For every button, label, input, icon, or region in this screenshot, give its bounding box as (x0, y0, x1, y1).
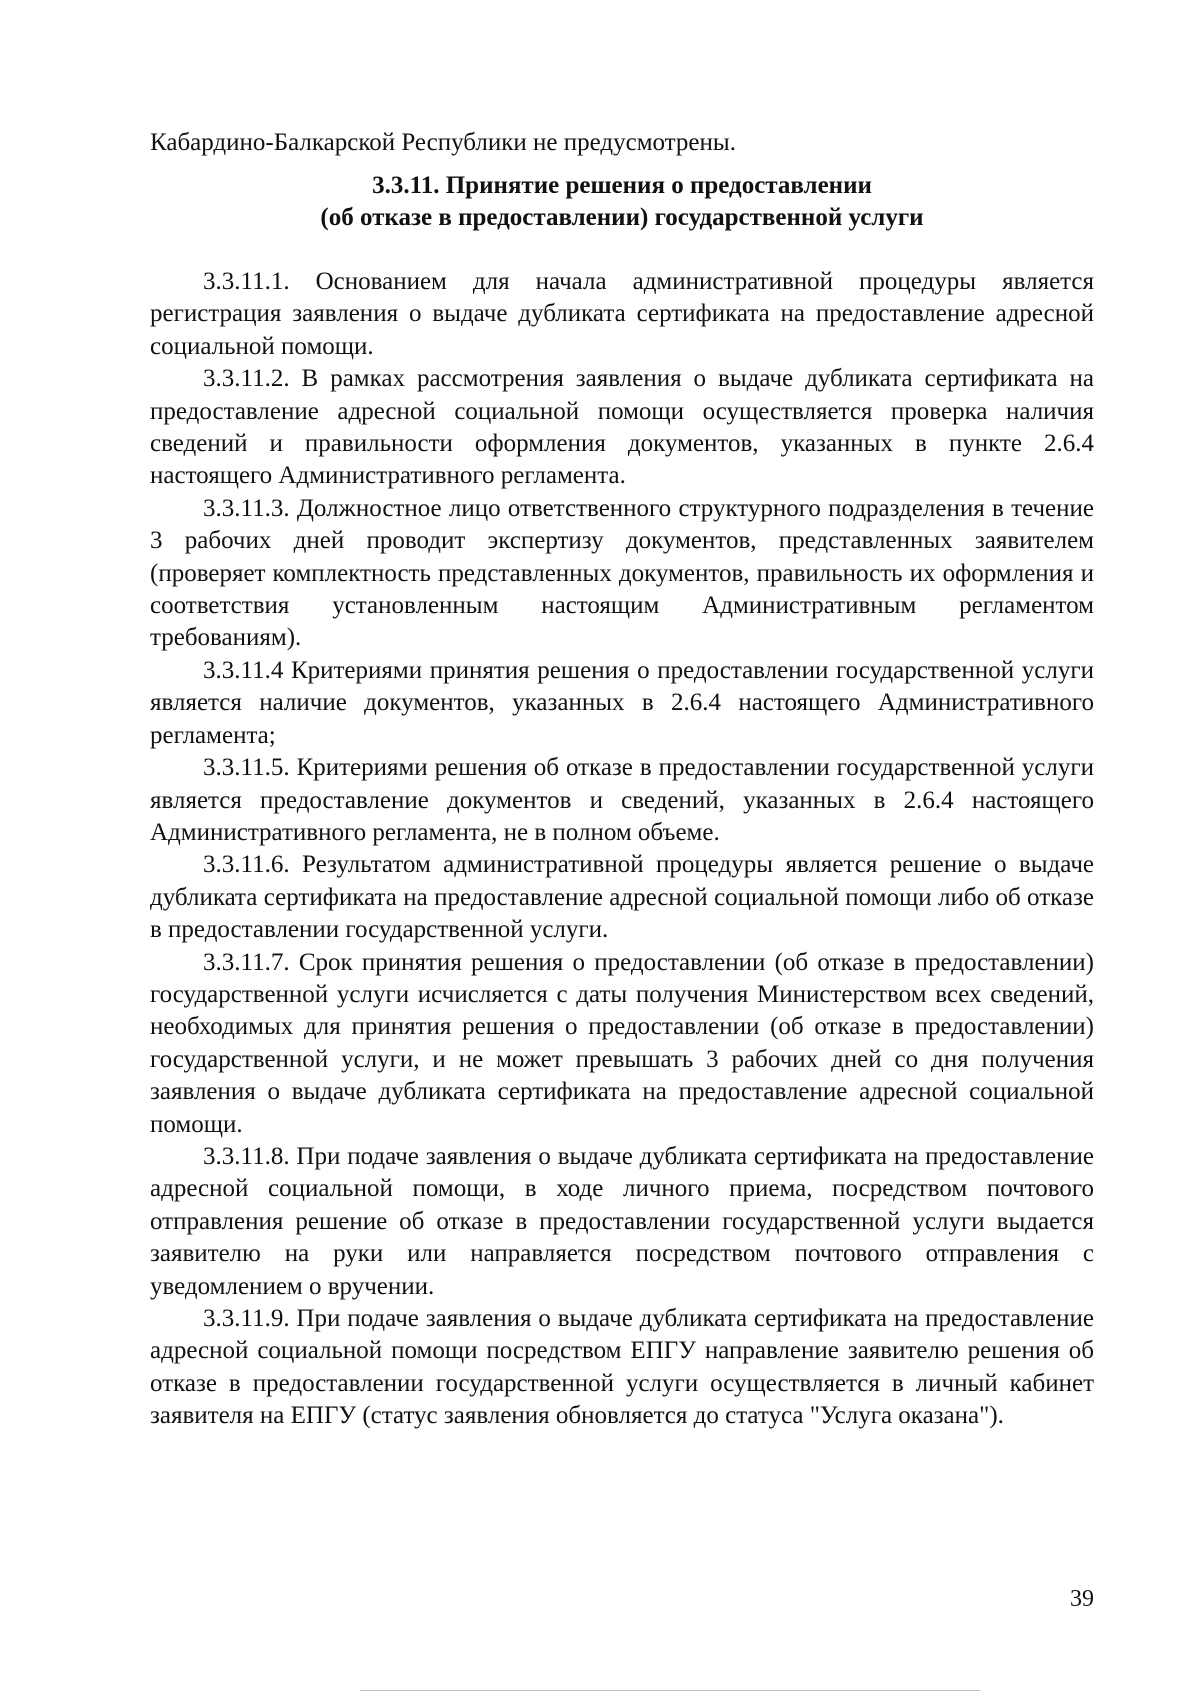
section-heading-line-2: (об отказе в предоставлении) государственной услуги (320, 204, 924, 231)
scan-edge-divider (360, 1690, 980, 1691)
section-heading-line-1: 3.3.11. Принятие решения о предоставлении (372, 172, 872, 199)
section-heading (150, 170, 1094, 234)
paragraph-3-3-11-2: 3.3.11.2. В рамках рассмотрения заявления о выдаче дубликата сертификата на предоставление адресной социальной помощи осуществляется проверка наличия сведений и правильности оформления документов, указанных в пункте 2.6.4 настоящего Административного регламента. (150, 365, 1094, 490)
paragraph-3-3-11-8: 3.3.11.8. При подаче заявления о выдаче дубликата сертификата на предоставление адресной социальной помощи, в ходе личного приема, посредством почтового отправления решение об отказе в предоставлении государственной услуги выдается заявителю на руки или направляется посредством почтового отправления с уведомлением о вручении. (150, 1142, 1094, 1300)
paragraph-3-3-11-9: 3.3.11.9. При подаче заявления о выдаче дубликата сертификата на предоставление адресной социальной помощи посредством ЕПГУ направление заявителю решения об отказе в предоставлении государственной услуги осуществляется в личный кабинет заявителя на ЕПГУ (статус заявления обновляется до статуса "Услуга оказана"). (150, 1305, 1094, 1430)
body-text (150, 266, 1094, 1433)
intro-line: Кабардино-Балкарской Республики не предусмотрены. (150, 129, 736, 156)
paragraph-3-3-11-4: 3.3.11.4 Критериями принятия решения о предоставлении государственной услуги является наличие документов, указанных в 2.6.4 настоящего Административного регламента; (150, 656, 1094, 749)
page-number: 39 (1070, 1586, 1094, 1612)
paragraph-3-3-11-1: 3.3.11.1. Основанием для начала административной процедуры является регистрация заявления о выдаче дубликата сертификата на предоставление адресной социальной помощи. (150, 268, 1094, 360)
paragraph-3-3-11-5: 3.3.11.5. Критериями решения об отказе в предоставлении государственной услуги является предоставление документов и сведений, указанных в 2.6.4 настоящего Административного регламента, не в полном объеме. (150, 754, 1094, 846)
paragraph-3-3-11-6: 3.3.11.6. Результатом административной процедуры является решение о выдаче дубликата сертификата на предоставление адресной социальной помощи либо об отказе в предоставлении государственной услуги. (150, 851, 1094, 944)
paragraph-3-3-11-3: 3.3.11.3. Должностное лицо ответственного структурного подразделения в течение 3 рабочих дней проводит экспертизу документов, представленных заявителем (проверяет комплектность представленных документов, правильность их оформления и соответствия установленным настоящим Административным регламентом требованиям). (150, 494, 1094, 652)
paragraph-3-3-11-7: 3.3.11.7. Срок принятия решения о предоставлении (об отказе в предоставлении) государственной услуги исчисляется с даты получения Министерством всех сведений, необходимых для принятия решения о предоставлении (об отказе в предоставлении) государственной услуги, и не может превышать 3 рабочих дней со дня получения заявления о выдаче дубликата сертификата на предоставление адресной социальной помощи. (150, 948, 1094, 1138)
